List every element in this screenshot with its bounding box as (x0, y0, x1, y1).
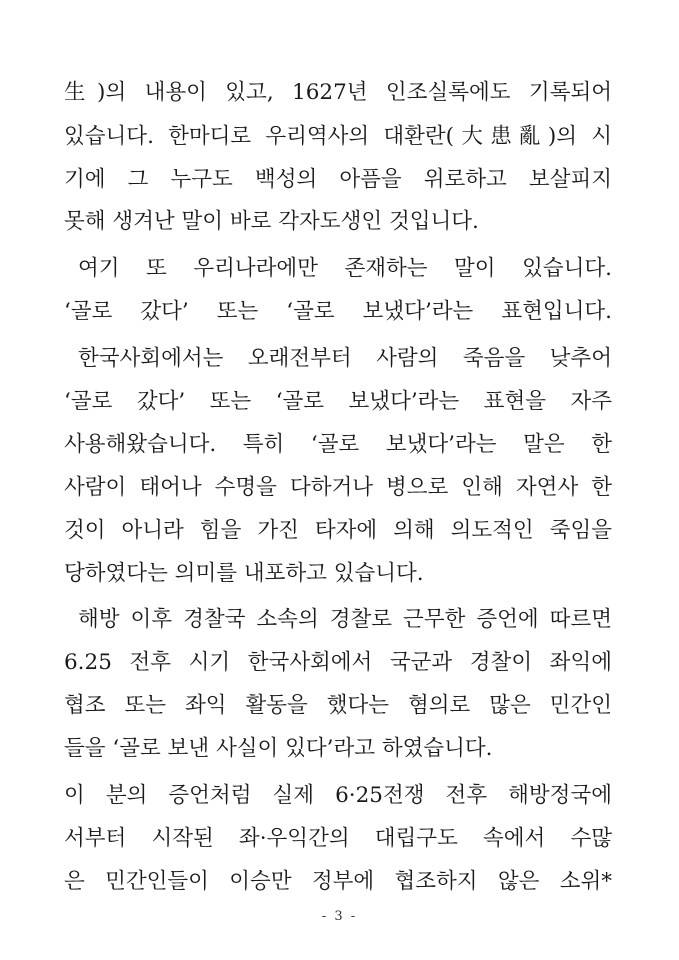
text-line: 生)의 내용이 있고, 1627년 인조실록에도 기록되어 (64, 80, 612, 105)
text-line: 이 분의 증언처럼 실제 6·25전쟁 전후 해방정국에 (64, 783, 612, 808)
text-line: 여기 또 우리나라에만 존재하는 말이 있습니다. (78, 256, 612, 281)
text-line: 들을 ‘골로 보낸 사실이 있다’라고 하였습니다. (64, 736, 493, 761)
text-line: 당하였다는 의미를 내포하고 있습니다. (64, 561, 424, 586)
text-line: 못해 생겨난 말이 바로 각자도생인 것입니다. (64, 209, 479, 234)
text-line: 협조 또는 좌익 활동을 했다는 혐의로 많은 민간인 (64, 693, 612, 718)
text-line: 서부터 시작된 좌·우익간의 대립구도 속에서 수많 (64, 826, 612, 851)
text-line: ‘골로 갔다’ 또는 ‘골로 보냈다’라는 표현입니다. (64, 299, 612, 324)
text-line: 것이 아니라 힘을 가진 타자에 의해 의도적인 죽임을 (64, 518, 612, 543)
text-line: ‘골로 갔다’ 또는 ‘골로 보냈다’라는 표현을 자주 (64, 389, 612, 414)
text-line: 기에 그 누구도 백성의 아픔을 위로하고 보살피지 (64, 167, 612, 192)
text-line: 한국사회에서는 오래전부터 사람의 죽음을 낮추어 (78, 346, 612, 371)
text-line: 은 민간인들이 이승만 정부에 협조하지 않은 소위* (64, 869, 612, 894)
page-number: - 3 - (321, 909, 358, 924)
text-line: 사람이 태어나 수명을 다하거나 병으로 인해 자연사 한 (64, 475, 612, 500)
text-line: 해방 이후 경찰국 소속의 경찰로 근무한 증언에 따르면 (78, 607, 612, 632)
text-line: 6.25 전후 시기 한국사회에서 국군과 경찰이 좌익에 (64, 650, 612, 675)
text-line: 사용해왔습니다. 특히 ‘골로 보냈다’라는 말은 한 (64, 432, 612, 457)
text-line: 있습니다. 한마디로 우리역사의 대환란(大患亂)의 시 (64, 124, 612, 149)
